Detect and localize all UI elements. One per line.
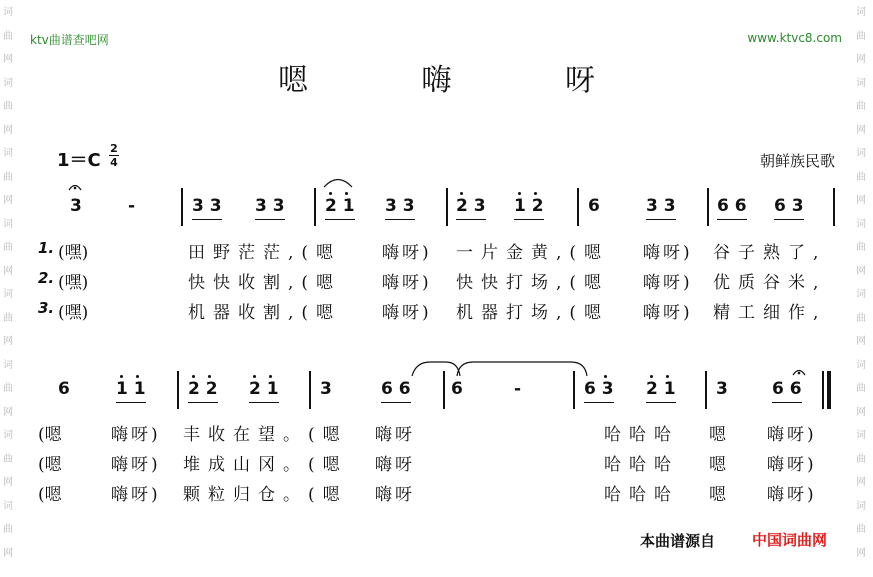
fermata-icon [68, 181, 82, 191]
barline [577, 188, 579, 226]
octave-dot [329, 192, 332, 195]
note: 3 [320, 379, 332, 399]
beam [381, 402, 411, 403]
note-pair: 2 3 [456, 196, 486, 216]
fermata-icon [792, 366, 806, 376]
watermark-glyph: 网 [856, 336, 866, 347]
lyric: 嗨呀) [643, 243, 693, 263]
watermark-glyph: 曲 [3, 171, 13, 183]
watermark-glyph: 网 [3, 54, 13, 65]
tie [455, 358, 589, 378]
lyric: 嗨呀) [643, 303, 693, 323]
lyric: (嘿) [58, 243, 89, 263]
lyric: (嗯 [38, 455, 62, 475]
watermark-glyph: 词 [3, 148, 13, 159]
time-bottom: 4 [110, 156, 118, 169]
lyric: 嗨呀) [111, 425, 161, 445]
watermark-glyph: 曲 [856, 453, 866, 465]
octave-dot [518, 192, 521, 195]
verse-number: 1. [38, 239, 55, 257]
beam [646, 219, 676, 220]
beam [255, 219, 285, 220]
beam [456, 219, 486, 220]
note-pair: 3 3 [385, 196, 415, 216]
watermark-glyph: 网 [3, 265, 13, 277]
watermark-glyph: 词 [856, 148, 866, 159]
note-pair: 3 3 [255, 196, 285, 216]
lyric: 嗯 [709, 485, 726, 505]
barline [443, 371, 445, 409]
octave-dot [253, 375, 256, 378]
lyric: (嗯 [38, 485, 62, 505]
watermark-glyph: 词 [3, 7, 13, 18]
watermark-glyph: 词 [856, 218, 866, 230]
lyric: 快快打场,(嗯 [456, 273, 610, 293]
watermark-glyph: 词 [3, 77, 13, 89]
barline [309, 371, 311, 409]
note-pair: 2 1 [325, 196, 355, 216]
watermark-glyph: 曲 [3, 312, 13, 324]
watermark-glyph: 网 [3, 477, 13, 488]
watermark-glyph: 网 [856, 54, 866, 65]
time-top: 2 [110, 142, 118, 155]
watermark-glyph: 网 [3, 547, 13, 559]
source-link[interactable]: 中国词曲网 [752, 531, 828, 549]
beam [646, 402, 676, 403]
octave-dot [460, 192, 463, 195]
beam [385, 219, 415, 220]
lyric: 嗨呀 [375, 425, 415, 445]
lyric: 颗粒归仓。(嗯 [183, 485, 348, 505]
key-signature: 1＝C [57, 150, 101, 171]
lyric: 嗨呀) [767, 485, 817, 505]
lyric: 优质谷米, [713, 273, 827, 293]
watermark-glyph: 词 [856, 289, 866, 300]
time-signature [109, 143, 119, 168]
watermark-glyph: 曲 [856, 524, 866, 535]
beam [584, 402, 614, 403]
octave-dot [120, 375, 123, 378]
barline [177, 371, 179, 409]
barline [707, 188, 709, 226]
beam [772, 402, 802, 403]
octave-dot [192, 375, 195, 378]
watermark-glyph: 曲 [3, 242, 13, 253]
watermark-glyph: 曲 [856, 312, 866, 324]
watermark-glyph: 网 [3, 195, 13, 206]
beam [774, 219, 804, 220]
watermark-glyph: 网 [3, 336, 13, 347]
watermark-glyph: 曲 [3, 383, 13, 394]
lyric: 嗨呀) [643, 273, 693, 293]
barline [705, 371, 707, 409]
beam [116, 402, 146, 403]
watermark-glyph: 网 [856, 195, 866, 206]
barline [181, 188, 183, 226]
verse-number: 2. [38, 269, 55, 287]
watermark-glyph: 曲 [856, 30, 866, 42]
lyric: 嗨呀) [111, 485, 161, 505]
watermark-glyph: 词 [856, 7, 866, 18]
watermark-glyph: 曲 [856, 101, 866, 112]
note-pair: 6 6 [772, 379, 802, 399]
note: 3 [716, 379, 728, 399]
site-url[interactable]: www.ktvc8.com [747, 31, 842, 45]
lyric: 嗯 [709, 425, 726, 445]
note: 6 [588, 196, 600, 216]
note-pair: 1 2 [514, 196, 544, 216]
note-pair: 2 1 [249, 379, 279, 399]
lyric: 田野茫茫,(嗯 [188, 243, 342, 263]
note-pair: 3 3 [646, 196, 676, 216]
watermark-glyph: 词 [856, 77, 866, 89]
slur [322, 176, 354, 188]
octave-dot [345, 192, 348, 195]
watermark-glyph: 曲 [856, 383, 866, 394]
watermark-glyph: 曲 [3, 30, 13, 42]
beam [514, 219, 544, 220]
lyric: (嗯 [38, 425, 62, 445]
lyric: 精工细作, [713, 303, 827, 323]
lyric: 嗨呀 [375, 485, 415, 505]
lyric: 机器打场,(嗯 [456, 303, 610, 323]
octave-dot [136, 375, 139, 378]
note-pair: 2 2 [188, 379, 218, 399]
barline [446, 188, 448, 226]
lyric: 丰收在望。(嗯 [183, 425, 348, 445]
watermark-glyph: 网 [856, 406, 866, 418]
watermark-glyph: 曲 [3, 524, 13, 535]
note: 6 [58, 379, 70, 399]
note-pair: 6 6 [381, 379, 411, 399]
note-pair: 3 3 [192, 196, 222, 216]
lyric: 堆成山冈。(嗯 [183, 455, 348, 475]
lyric: 谷子熟了, [713, 243, 827, 263]
beam [188, 402, 218, 403]
song-title: 嗯 嗨 呀 [277, 63, 648, 98]
lyric: 嗨呀 [375, 455, 415, 475]
watermark-glyph: 曲 [3, 101, 13, 112]
lyric: 嗨呀) [382, 243, 432, 263]
note-pair: 2 1 [646, 379, 676, 399]
lyric: 一片金黄,(嗯 [456, 243, 610, 263]
note-dash: - [128, 196, 136, 216]
site-name[interactable]: ktv曲谱查吧网 [30, 33, 109, 47]
lyric: 嗨呀) [767, 455, 817, 475]
source-label: 本曲谱源自 [640, 532, 716, 550]
octave-dot [666, 375, 669, 378]
lyric: 嗨呀) [111, 455, 161, 475]
lyric: 机器收割,(嗯 [188, 303, 342, 323]
note: 3 [70, 196, 82, 216]
watermark-glyph: 曲 [856, 242, 866, 253]
watermark-glyph: 网 [856, 547, 866, 559]
song-origin: 朝鲜族民歌 [760, 152, 836, 170]
final-barline-thick [827, 371, 831, 409]
barline [833, 188, 835, 226]
octave-dot [208, 375, 211, 378]
watermark-glyph: 曲 [3, 453, 13, 465]
note-pair: 1 1 [116, 379, 146, 399]
beam [192, 219, 222, 220]
watermark-glyph: 词 [3, 289, 13, 300]
watermark-glyph: 网 [3, 406, 13, 418]
final-barline-thin [822, 371, 824, 409]
watermark-glyph: 词 [3, 359, 13, 371]
watermark-glyph: 网 [3, 124, 13, 136]
lyric: 哈哈哈 [604, 485, 679, 505]
watermark-glyph: 网 [856, 265, 866, 277]
note-pair: 6 6 [717, 196, 747, 216]
watermark-glyph: 曲 [856, 171, 866, 183]
lyric: 嗯 [709, 455, 726, 475]
watermark-glyph: 词 [856, 430, 866, 441]
beam [717, 219, 747, 220]
watermark-glyph: 网 [856, 124, 866, 136]
note-pair: 6 3 [774, 196, 804, 216]
octave-dot [534, 192, 537, 195]
watermark-glyph: 网 [856, 477, 866, 488]
lyric: 哈哈哈 [604, 425, 679, 445]
lyric: 哈哈哈 [604, 455, 679, 475]
note-dash: - [514, 379, 522, 399]
note-pair: 6 3 [584, 379, 614, 399]
watermark-glyph: 词 [3, 500, 13, 512]
lyric: 嗨呀) [382, 273, 432, 293]
lyric: (嘿) [58, 273, 89, 293]
lyric: 嗨呀) [767, 425, 817, 445]
beam [325, 219, 355, 220]
watermark-glyph: 词 [3, 218, 13, 230]
lyric: (嘿) [58, 303, 89, 323]
barline [314, 188, 316, 226]
beam [249, 402, 279, 403]
watermark-glyph: 词 [856, 359, 866, 371]
barline [573, 371, 575, 409]
note: 6 [451, 379, 463, 399]
octave-dot [650, 375, 653, 378]
watermark-glyph: 词 [3, 430, 13, 441]
octave-dot [604, 375, 607, 378]
octave-dot [269, 375, 272, 378]
lyric: 快快收割,(嗯 [188, 273, 342, 293]
watermark-glyph: 词 [856, 500, 866, 512]
verse-number: 3. [38, 299, 55, 317]
lyric: 嗨呀) [382, 303, 432, 323]
